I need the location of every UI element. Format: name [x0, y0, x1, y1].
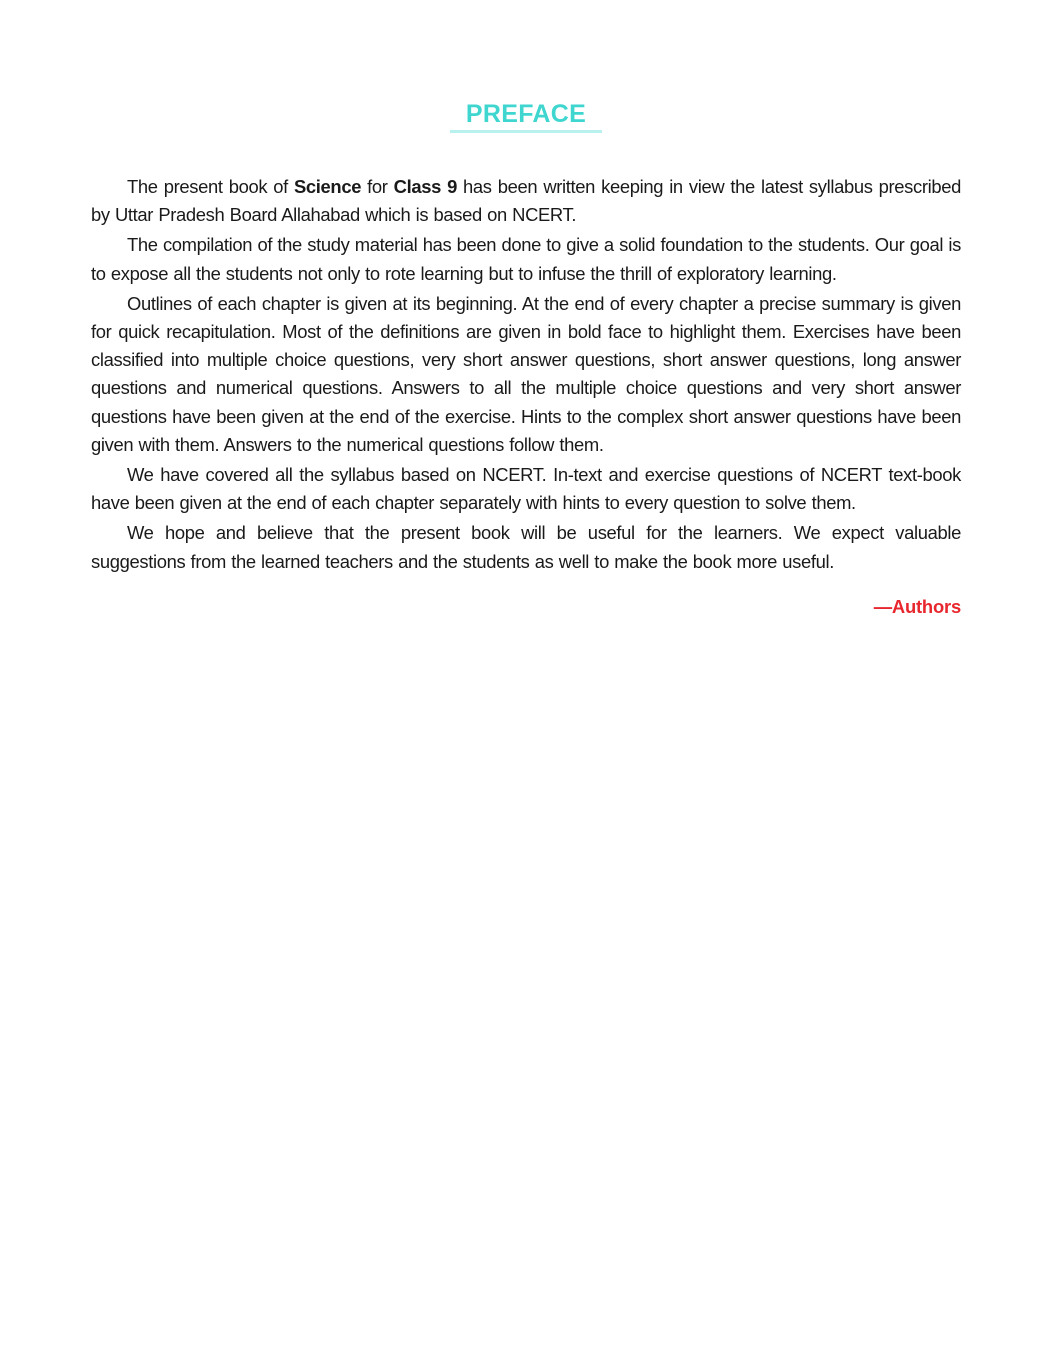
- preface-page: [91, 98, 961, 618]
- subject-name: Science: [294, 176, 362, 197]
- paragraph-1: [91, 173, 961, 229]
- page-title: PREFACE: [450, 98, 602, 133]
- paragraph-1-text-e: has been written keeping in view the latest syllabus prescribed by Uttar Pradesh Board Allahabad which is based on NCERT.: [91, 176, 962, 226]
- paragraph-3: Outlines of each chapter is given at its beginning. At the end of every chapter a precise summary is given for quick recapitulation. Most of the definitions are given in bold face to highlight them. Exercises have been classified into multiple choice questions, very short answer questions, short answer questions, long answer questions and numerical questions. Answers to all the multiple choice questions and very short answer questions have been given at the end of the exercise. Hints to the complex short answer questions have been given with them. Answers to the numerical questions follow them.: [91, 292, 961, 455]
- paragraph-1-text-a: The present book of: [127, 176, 294, 197]
- paragraph-4: We have covered all the syllabus based on NCERT. In-text and exercise questions of NCERT text-book have been given at the end of each chapter separately with hints to every question to solve them.: [91, 464, 961, 514]
- class-name: Class 9: [393, 176, 457, 197]
- paragraph-2: The compilation of the study material has been done to give a solid foundation to the students. Our goal is to expose all the students not only to rote learning but to infuse the thrill of exploratory learning.: [91, 234, 961, 284]
- paragraph-1-text-c: for: [361, 176, 394, 197]
- authors-signature: —Authors: [873, 595, 961, 617]
- paragraph-5: We hope and believe that the present book will be useful for the learners. We expect valuable suggestions from the learned teachers and the students as well to make the book more useful.: [91, 522, 961, 572]
- title-wrapper: [91, 98, 961, 133]
